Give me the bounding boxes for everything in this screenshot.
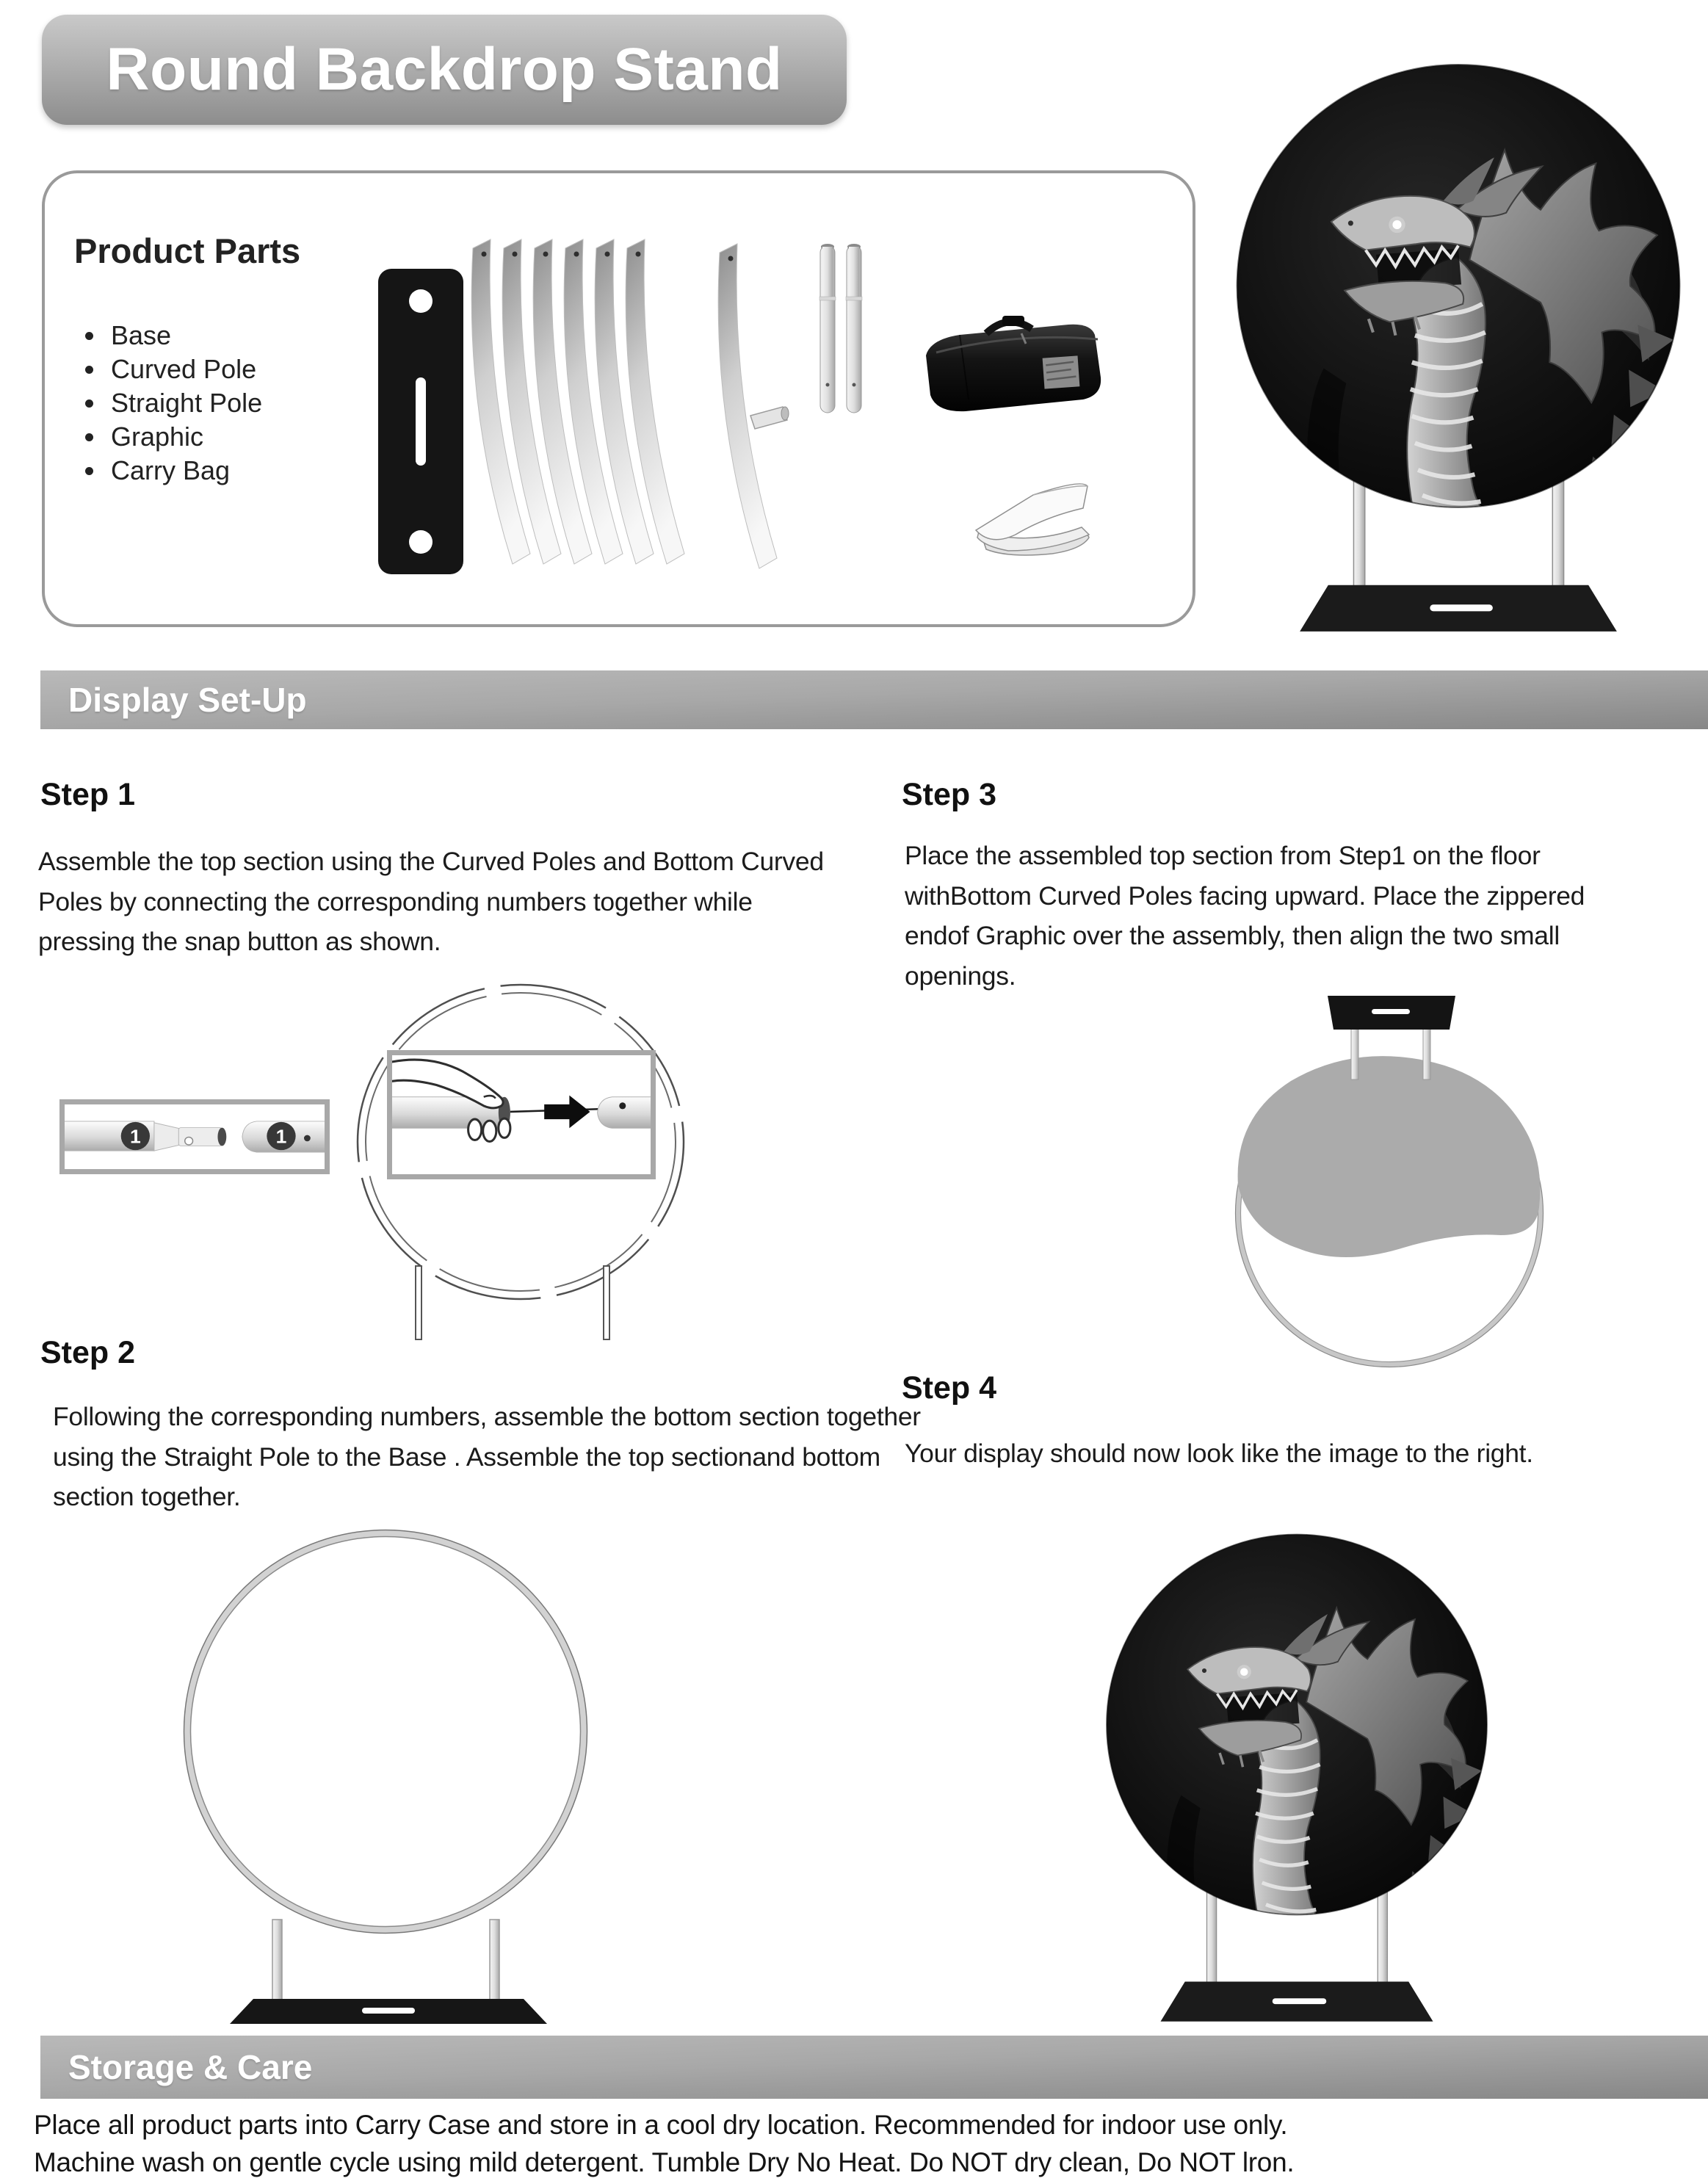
step3-graphic-drape-illustration	[1204, 993, 1557, 1375]
connector-badge-right-label: 1	[275, 1125, 287, 1148]
storage-care-heading: Storage & Care	[68, 2048, 313, 2086]
product-parts-heading: Product Parts	[74, 231, 301, 270]
product-parts-list	[80, 319, 262, 488]
draped-graphic-shape	[1238, 1056, 1541, 1257]
bottom-curved-pole-illustration	[718, 244, 789, 568]
storage-care-band	[40, 2036, 1708, 2099]
step1-text: Assemble the top section using the Curved Poles and Bottom Curved Poles by connecting the corresponding numbers together while pressing the snap button as shown.	[38, 847, 824, 957]
page-title: Round Backdrop Stand	[106, 36, 783, 103]
display-setup-band	[40, 670, 1708, 729]
title-banner	[42, 15, 847, 125]
storage-care-line2: Machine wash on gentle cycle using mild detergent. Tumble Dry No Heat. Do NOT dry clean, Do NOT lron.	[34, 2147, 1295, 2178]
part-item-carry-bag: • Carry Bag	[106, 454, 262, 488]
curved-poles-illustration	[460, 238, 790, 579]
ring-leg-right	[604, 1266, 609, 1339]
product-parts-box	[42, 170, 1195, 627]
step2-heading: Step 2	[40, 1335, 136, 1370]
step1-connector-inset	[59, 1099, 330, 1174]
part-item-graphic: • Graphic	[106, 420, 262, 454]
part-item-straight-pole: • Straight Pole	[106, 386, 262, 420]
assembled-display-photo	[1219, 62, 1698, 636]
step4-text: Your display should now look like the image to the right.	[905, 1439, 1533, 1468]
snap-button-diagram	[392, 1055, 651, 1174]
ring-leg-left	[416, 1266, 421, 1339]
step2-text: Following the corresponding numbers, assemble the bottom section together using the Straight Pole to the Base . Assemble the top sectionand bottom section together.	[53, 1402, 921, 1512]
insert-arrow-icon	[544, 1096, 590, 1129]
straight-poles-illustration	[817, 241, 876, 417]
part-item-curved-pole: • Curved Pole	[106, 352, 262, 386]
base-plate-illustration	[377, 267, 465, 576]
folded-graphic-illustration	[964, 479, 1096, 560]
storage-care-text	[34, 2106, 1679, 2181]
step4-heading: Step 4	[902, 1370, 997, 1406]
step1-heading: Step 1	[40, 777, 136, 812]
connector-diagram	[65, 1104, 325, 1169]
step1-snap-button-inset	[387, 1050, 656, 1179]
carry-bag-illustration	[898, 310, 1118, 420]
storage-care-line1: Place all product parts into Carry Case and store in a cool dry location. Recommended for indoor use only.	[34, 2110, 1288, 2140]
connector-badge-left-label: 1	[129, 1125, 141, 1148]
step3-heading: Step 3	[902, 777, 997, 812]
display-setup-heading: Display Set-Up	[68, 681, 307, 719]
step3-text: Place the assembled top section from Step1 on the floor withBottom Curved Poles facing upward. Place the zippered endof Graphic over the assembly, then align the two small openings.	[905, 841, 1585, 991]
part-item-base: • Base	[106, 319, 262, 352]
step4-finished-display-illustration	[1091, 1532, 1502, 2025]
step2-assembled-frame-illustration	[165, 1511, 635, 2025]
